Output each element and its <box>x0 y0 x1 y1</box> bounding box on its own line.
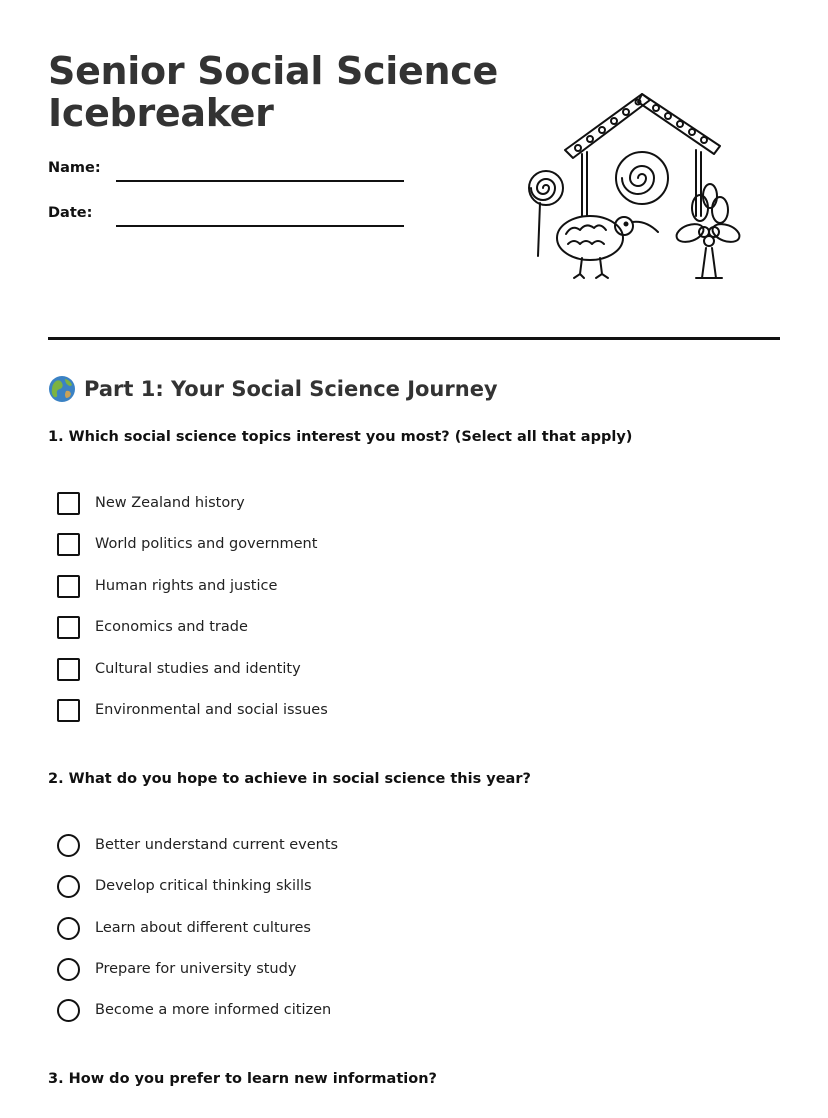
q2-radio[interactable] <box>57 834 80 857</box>
q2-option[interactable] <box>57 874 312 898</box>
q1-option-label: New Zealand history <box>95 495 245 511</box>
wharenui-kiwi-koru-illustration <box>520 88 750 284</box>
q1-checkbox[interactable] <box>57 699 80 722</box>
q1-option[interactable] <box>57 491 245 515</box>
q2-radio[interactable] <box>57 917 80 940</box>
q2-option[interactable] <box>57 957 296 981</box>
q1-option-label: Human rights and justice <box>95 578 278 594</box>
q1-checkbox[interactable] <box>57 616 80 639</box>
q1-option-label: World politics and government <box>95 536 318 552</box>
title-line-1: Senior Social Science <box>48 49 498 93</box>
section-divider <box>48 337 780 340</box>
name-field[interactable] <box>116 180 404 182</box>
q2-option-label: Develop critical thinking skills <box>95 878 312 894</box>
q2-option-label: Prepare for university study <box>95 961 297 977</box>
q1-option[interactable] <box>57 615 248 639</box>
q1-option[interactable] <box>57 698 328 722</box>
globe-emoji <box>48 375 76 403</box>
page-title <box>48 50 498 134</box>
title-line-2: Icebreaker <box>48 91 274 135</box>
q1-option-label: Environmental and social issues <box>95 702 328 718</box>
q2-radio[interactable] <box>57 999 80 1022</box>
q2-option-label: Become a more informed citizen <box>95 1002 332 1018</box>
question-1: 1. Which social science topics interest you most? (Select all that apply) <box>48 429 633 445</box>
q2-option[interactable] <box>57 998 331 1022</box>
question-3: 3. How do you prefer to learn new information? <box>48 1071 437 1087</box>
q1-checkbox[interactable] <box>57 575 80 598</box>
q2-option[interactable] <box>57 916 311 940</box>
q1-option[interactable] <box>57 532 317 556</box>
q1-option-label: Cultural studies and identity <box>95 661 301 677</box>
q2-option-label: Learn about different cultures <box>95 920 311 936</box>
date-field[interactable] <box>116 225 404 227</box>
q2-option-label: Better understand current events <box>95 837 339 853</box>
q1-checkbox[interactable] <box>57 533 80 556</box>
date-label: Date: <box>48 205 93 221</box>
part1-heading-text: Part 1: Your Social Science Journey <box>84 377 498 401</box>
q2-radio[interactable] <box>57 958 80 981</box>
q2-option[interactable] <box>57 833 338 857</box>
q1-option-label: Economics and trade <box>95 619 248 635</box>
question-2: 2. What do you hope to achieve in social science this year? <box>48 771 531 787</box>
q1-option[interactable] <box>57 657 301 681</box>
q1-checkbox[interactable] <box>57 492 80 515</box>
name-label: Name: <box>48 160 101 176</box>
part1-heading <box>48 373 498 405</box>
q1-option[interactable] <box>57 574 277 598</box>
q2-radio[interactable] <box>57 875 80 898</box>
q1-checkbox[interactable] <box>57 658 80 681</box>
